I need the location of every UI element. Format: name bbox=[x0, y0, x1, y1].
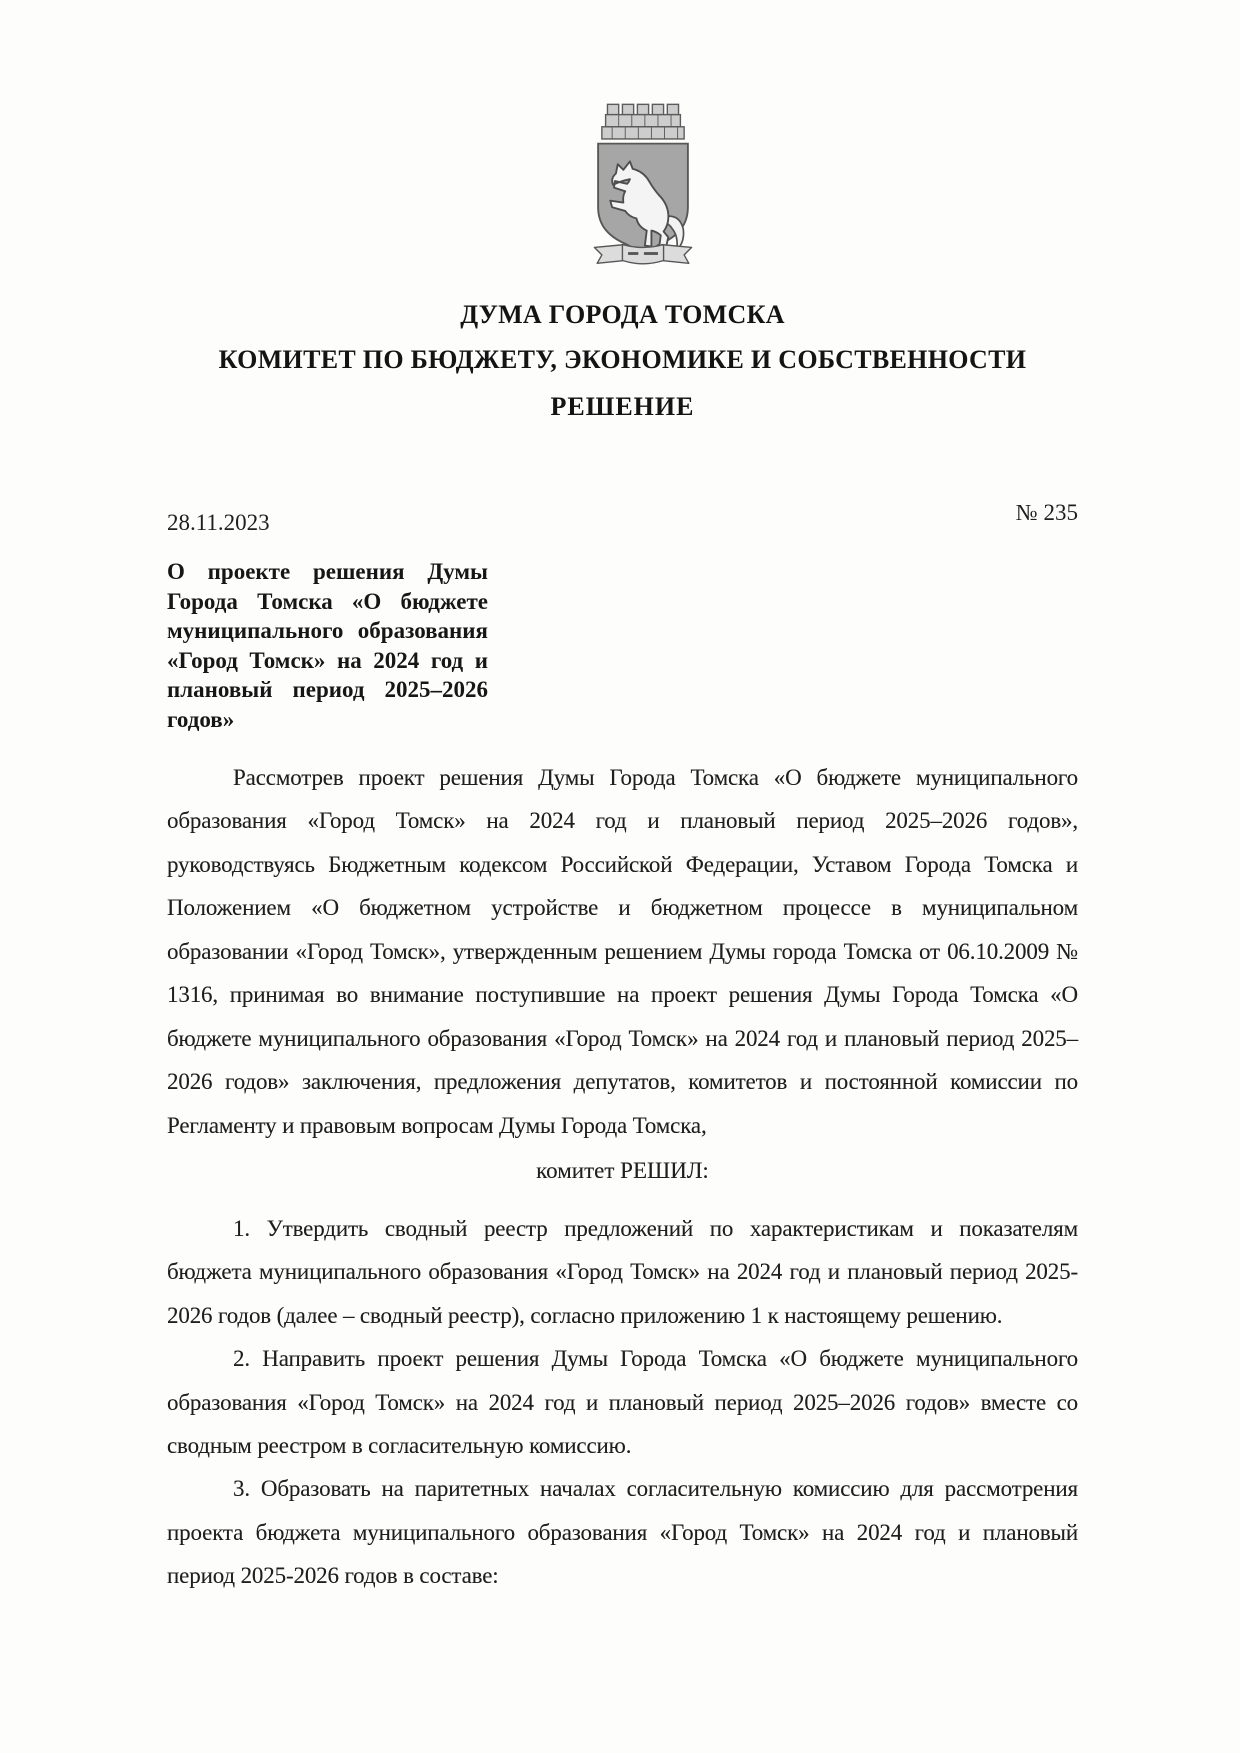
preamble-paragraph: Рассмотрев проект решения Думы Города Томска «О бюджете муниципального образования «Город Томск» на 2024 год и плановый период 2025–2026 годов», руководствуясь Бюджетным кодексом Российской Федерации, Уставом Города Томска и Положением «О бюджетном устройстве и бюджетном процессе в муниципальном образовании «Город Томск», утвержденным решением Думы города Томска от 06.10.2009 № 1316, принимая во внимание поступившие на проект решения Думы Города Томска «О бюджете муниципального образования «Город Томск» на 2024 год и плановый период 2025–2026 годов» заключения, предложения депутатов, комитетов и постоянной комиссии по Регламенту и правовым вопросам Думы Города Томска, bbox=[167, 764, 1078, 1138]
organization-name: ДУМА ГОРОДА ТОМСКА bbox=[460, 300, 785, 329]
document-type-heading: РЕШЕНИЕ bbox=[550, 392, 695, 422]
resolution-items bbox=[167, 1207, 1078, 1598]
committee-name: КОМИТЕТ ПО БЮДЖЕТУ, ЭКОНОМИКЕ И СОБСТВЕННОСТИ bbox=[218, 345, 1027, 375]
document-number: № 235 bbox=[1015, 499, 1078, 525]
resolution-item-3: 3. Образовать на паритетных началах согласительную комиссию для рассмотрения проекта бюджета муниципального образования «Город Томск» на 2024 год и плановый период 2025-2026 годов в составе: bbox=[167, 1476, 1078, 1589]
motto-ribbon bbox=[594, 245, 691, 264]
mural-crown bbox=[601, 104, 683, 139]
document-meta-row bbox=[167, 499, 1078, 535]
tomsk-coat-of-arms-icon bbox=[568, 95, 718, 273]
resolution-item-2: 2. Направить проект решения Думы Города Томска «О бюджете муниципального образования «Город Томск» на 2024 год и плановый период 2025–2026 годов» вместе со сводным реестром в согласительную комиссию. bbox=[167, 1346, 1078, 1458]
resolution-item-1: 1. Утвердить сводный реестр предложений по характеристикам и показателям бюджета муниципального образования «Город Томск» на 2024 год и плановый период 2025-2026 годов (далее – сводный реестр), согласно приложению 1 к настоящему решению. bbox=[167, 1215, 1078, 1328]
resolution-intro: комитет РЕШИЛ: bbox=[536, 1158, 709, 1184]
document-date: 28.11.2023 bbox=[167, 509, 270, 535]
document-subject: О проекте решения Думы Города Томска «О бюджете муниципального образования «Город Томск» на 2024 год и плановый период 2025–2026 годов» bbox=[167, 559, 488, 732]
